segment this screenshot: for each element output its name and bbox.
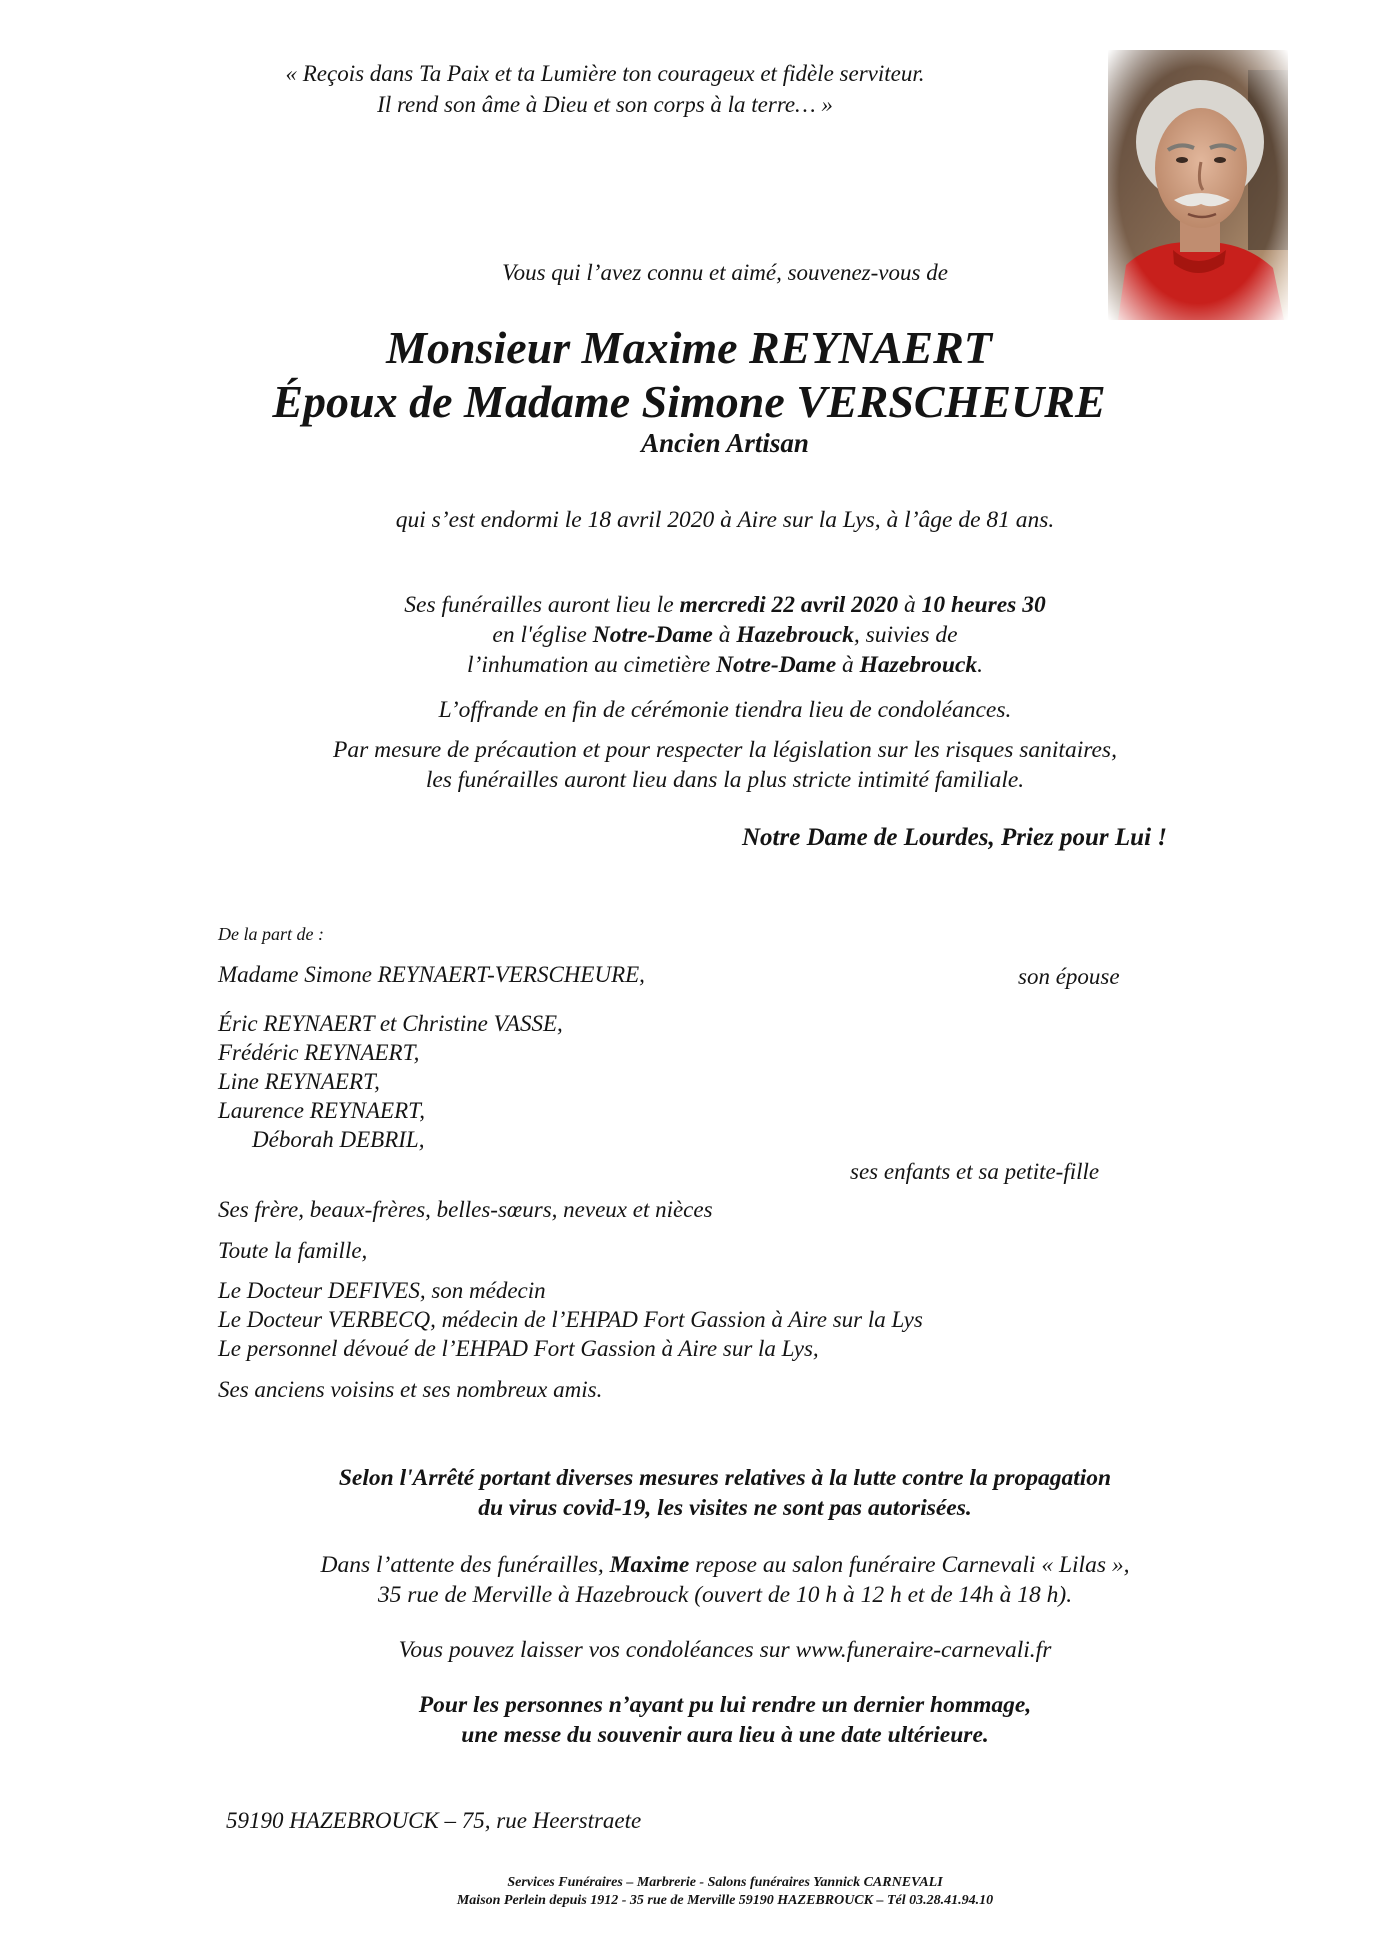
text: à (898, 592, 922, 618)
from-label: De la part de : (218, 924, 324, 944)
text: Ses funérailles auront lieu le (404, 592, 680, 618)
spouse-role: son épouse (1018, 964, 1120, 989)
text: à (836, 652, 860, 678)
quote-line-2: Il rend son âme à Dieu et son corps à la terre… » (377, 92, 833, 117)
deceased-name: Monsieur Maxime REYNAERT (386, 322, 992, 373)
address-line: 59190 HAZEBROUCK – 75, rue Heerstraete (226, 1808, 642, 1833)
funeral-line-3 (0, 650, 1378, 680)
cemetery-city: Hazebrouck (859, 652, 978, 678)
precaution-notice (0, 735, 1378, 795)
resting-line-2: 35 rue de Merville à Hazebrouck (ouvert de 10 h à 12 h et de 14h à 18 h). (377, 1582, 1073, 1608)
resting-line-1 (0, 1550, 1378, 1580)
text: l’inhumation au cimetière (466, 652, 717, 678)
precaution-line-1: Par mesure de précaution et pour respecter la législation sur les risques sanitaires, (333, 737, 1117, 763)
condolences-notice: Vous pouvez laisser vos condoléances sur www.funeraire-carnevali.fr (398, 1637, 1052, 1663)
text: repose au salon funéraire Carnevali « Lilas », (689, 1552, 1130, 1578)
text: Dans l’attente des funérailles, (320, 1552, 610, 1578)
death-notice: qui s’est endormi le 18 avril 2020 à Aire sur la Lys, à l’âge de 81 ans. (395, 507, 1055, 533)
memorial-line-2: une messe du souvenir aura lieu à une date ultérieure. (461, 1722, 989, 1748)
intro-line: Vous qui l’avez connu et aimé, souvenez-vous de (502, 260, 948, 285)
funeral-line-2 (0, 620, 1378, 650)
funeral-details (0, 590, 1378, 680)
text: en l'église (492, 622, 593, 648)
siblings-line: Ses frère, beaux-frères, belles-sœurs, neveux et nièces (218, 1197, 713, 1222)
memorial-line-1: Pour les personnes n’ayant pu lui rendre un dernier hommage, (418, 1692, 1032, 1718)
medical-list (218, 1276, 923, 1363)
opening-quote (0, 58, 1210, 120)
church-city: Hazebrouck (736, 622, 854, 648)
covid-notice (0, 1463, 1378, 1523)
list-item: Éric REYNAERT et Christine VASSE, (218, 1011, 563, 1036)
offering-notice: L’offrande en fin de cérémonie tiendra lieu de condoléances. (438, 697, 1012, 723)
list-item: Line REYNAERT, (218, 1069, 380, 1094)
text: à (712, 622, 737, 648)
list-item: Le personnel dévoué de l’EHPAD Fort Gassion à Aire sur la Lys, (218, 1336, 819, 1361)
list-item: Frédéric REYNAERT, (218, 1040, 420, 1065)
spouse-name: Madame Simone REYNAERT-VERSCHEURE, (218, 962, 645, 987)
prayer-line: Notre Dame de Lourdes, Priez pour Lui ! (742, 824, 1167, 851)
covid-line-2: du virus covid-19, les visites ne sont pas autorisées. (478, 1495, 972, 1521)
footer-line-2: Maison Perlein depuis 1912 - 35 rue de Merville 59190 HAZEBROUCK – Tél 03.28.41.94.10 (456, 1893, 994, 1908)
list-item: Le Docteur VERBECQ, médecin de l’EHPAD Fort Gassion à Aire sur la Lys (218, 1307, 923, 1332)
deceased-spouse: Époux de Madame Simone VERSCHEURE (272, 376, 1106, 427)
list-item: Déborah DEBRIL, (252, 1127, 425, 1152)
text: , suivies de (853, 622, 958, 648)
deceased-first-name: Maxime (609, 1552, 690, 1578)
deceased-occupation: Ancien Artisan (641, 428, 809, 458)
all-family-line: Toute la famille, (218, 1238, 368, 1263)
neighbors-line: Ses anciens voisins et ses nombreux amis. (218, 1377, 603, 1402)
funeral-time: 10 heures 30 (921, 592, 1046, 618)
resting-notice (0, 1550, 1378, 1610)
text: . (977, 652, 984, 678)
funeral-line-1 (0, 590, 1378, 620)
list-item: Le Docteur DEFIVES, son médecin (218, 1278, 546, 1303)
children-role: ses enfants et sa petite-fille (850, 1159, 1100, 1184)
precaution-line-2: les funérailles auront lieu dans la plus stricte intimité familiale. (425, 767, 1025, 793)
church-name: Notre-Dame (592, 622, 713, 648)
quote-line-1: « Reçois dans Ta Paix et ta Lumière ton courageux et fidèle serviteur. (285, 61, 925, 86)
footer (0, 1874, 1378, 1910)
funeral-date: mercredi 22 avril 2020 (679, 592, 899, 618)
cemetery-name: Notre-Dame (716, 652, 837, 678)
list-item: Laurence REYNAERT, (218, 1098, 425, 1123)
memorial-notice (0, 1690, 1378, 1750)
footer-line-1: Services Funéraires – Marbrerie - Salons funéraires Yannick CARNEVALI (507, 1875, 943, 1890)
covid-line-1: Selon l'Arrêté portant diverses mesures relatives à la lutte contre la propagation (338, 1465, 1112, 1491)
children-list (218, 1009, 563, 1154)
